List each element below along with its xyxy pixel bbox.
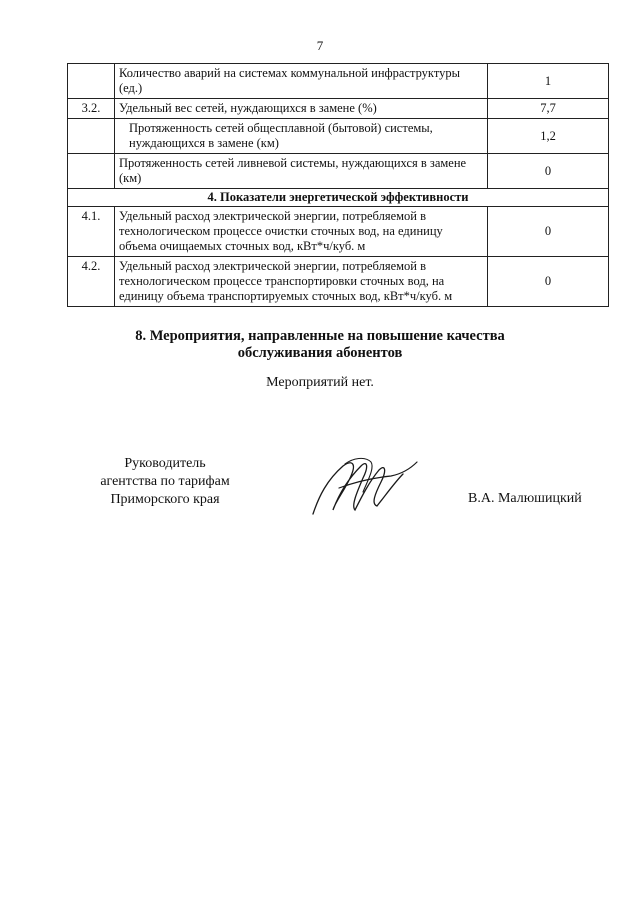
table-row (68, 257, 609, 307)
handwritten-signature (305, 452, 425, 522)
signer-title-line1: Руководитель (124, 456, 206, 471)
table-row (68, 64, 609, 99)
section-header-row (68, 189, 609, 207)
row-number: 3.2. (68, 99, 115, 119)
row-number: 4.2. (68, 257, 115, 307)
row-text: Протяженность сетей ливневой системы, нуждающихся в замене (км) (115, 154, 488, 189)
row-text: Количество аварий на системах коммунальной инфраструктуры (ед.) (115, 64, 488, 99)
row-text: Удельный вес сетей, нуждающихся в замене (%) (115, 99, 488, 119)
signer-title-line2: агентства по тарифам (100, 474, 230, 489)
section-8-heading (0, 328, 640, 362)
signer-title-line3: Приморского края (110, 492, 220, 507)
row-value: 1,2 (488, 119, 609, 154)
row-value: 1 (488, 64, 609, 99)
row-value: 7,7 (488, 99, 609, 119)
section-8-heading-line1: 8. Мероприятия, направленные на повышение качества (135, 328, 505, 344)
row-value: 0 (488, 154, 609, 189)
table-row (68, 207, 609, 257)
row-text: Удельный расход электрической энергии, потребляемой в технологическом процессе очистки сточных вод, на единицу объема очищаемых сточных вод, кВт*ч/куб. м (115, 207, 488, 257)
row-number (68, 119, 115, 154)
row-text: Удельный расход электрической энергии, потребляемой в технологическом процессе транспортировки сточных вод, на единицу объема транспортируемых сточных вод, кВт*ч/куб. м (115, 257, 488, 307)
section-title: 4. Показатели энергетической эффективности (68, 189, 609, 207)
indicators-table (67, 63, 609, 307)
row-value: 0 (488, 257, 609, 307)
table-row (68, 99, 609, 119)
row-value: 0 (488, 207, 609, 257)
signer-title (75, 455, 255, 509)
row-text: Протяженность сетей общесплавной (бытовой) системы, нуждающихся в замене (км) (115, 119, 488, 154)
row-number (68, 154, 115, 189)
page-number: 7 (316, 38, 324, 53)
no-measures-text: Мероприятий нет. (266, 375, 374, 390)
table-row (68, 119, 609, 154)
signer-name: В.А. Малюшицкий (468, 491, 582, 506)
table-row (68, 154, 609, 189)
row-number (68, 64, 115, 99)
row-number: 4.1. (68, 207, 115, 257)
section-8-heading-line2: обслуживания абонентов (237, 345, 403, 361)
